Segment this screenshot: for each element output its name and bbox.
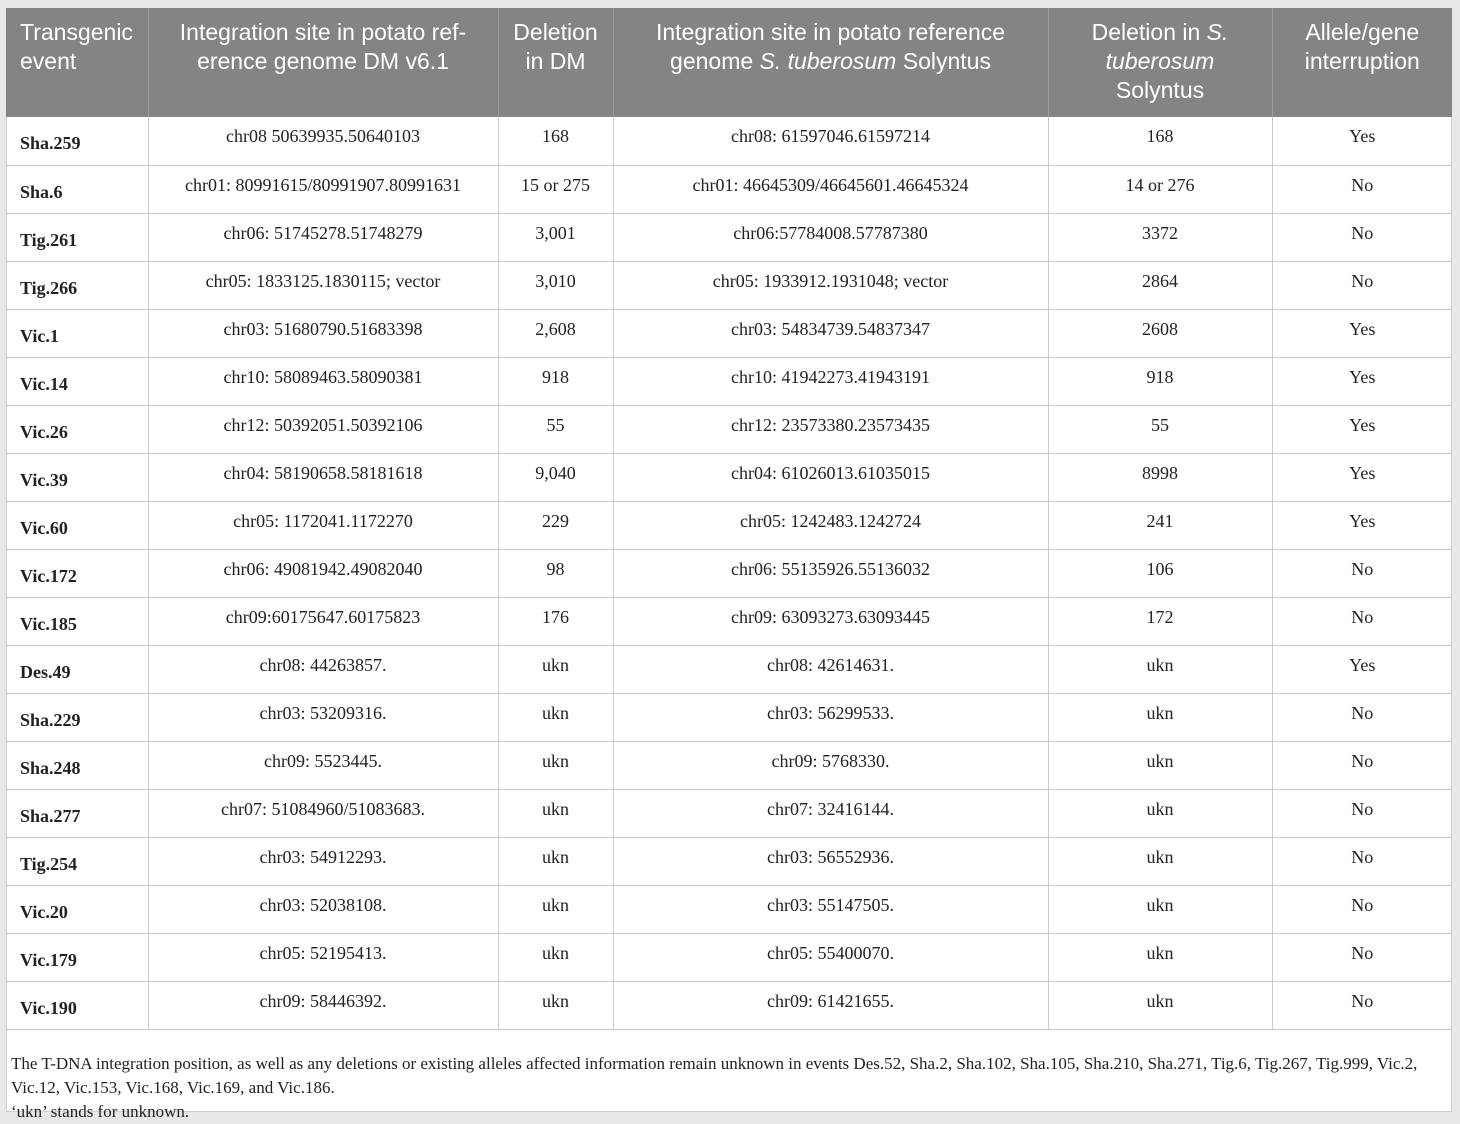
- cell-solyntus-deletion: 106: [1048, 549, 1272, 597]
- cell-allele-interruption: No: [1272, 789, 1452, 837]
- header-solyntus-deletion: [1048, 8, 1272, 117]
- footnote-unknown-events: The T-DNA integration position, as well as any deletions or existing alleles affected information remain unknown in events Des.52, Sha.2, Sha.102, Sha.105, Sha.210, Sha.271, Tig.6, Tig.267, Tig.999, Vic.2, Vic.12, Vic.153, Vic.168, Vic.169, and Vic.186.: [11, 1054, 1418, 1097]
- cell-dm-integration-site: chr05: 1833125.1830115; vector: [148, 261, 498, 309]
- cell-event: Tig.266: [6, 261, 148, 309]
- cell-event: Vic.172: [6, 549, 148, 597]
- cell-dm-integration-site: chr03: 53209316.: [148, 693, 498, 741]
- cell-solyntus-deletion: ukn: [1048, 741, 1272, 789]
- cell-allele-interruption: No: [1272, 165, 1452, 213]
- table-row: [6, 453, 1452, 501]
- cell-solyntus-deletion: 168: [1048, 117, 1272, 165]
- cell-dm-deletion: 229: [498, 501, 613, 549]
- cell-dm-integration-site: chr09: 58446392.: [148, 981, 498, 1029]
- cell-dm-deletion: ukn: [498, 789, 613, 837]
- header-solyntus-site-species: S. tuberosum: [759, 48, 897, 74]
- cell-dm-deletion: 176: [498, 597, 613, 645]
- cell-dm-deletion: 3,010: [498, 261, 613, 309]
- cell-solyntus-deletion: ukn: [1048, 837, 1272, 885]
- cell-event: Sha.248: [6, 741, 148, 789]
- cell-solyntus-integration-site: chr05: 1933912.1931048; vector: [613, 261, 1048, 309]
- table-row: [6, 261, 1452, 309]
- table-row: [6, 405, 1452, 453]
- cell-dm-deletion: 2,608: [498, 309, 613, 357]
- cell-dm-deletion: ukn: [498, 885, 613, 933]
- table-container: [6, 8, 1452, 1121]
- cell-solyntus-integration-site: chr10: 41942273.41943191: [613, 357, 1048, 405]
- table-body: [6, 117, 1452, 1029]
- transgenic-events-table: [6, 8, 1452, 1030]
- cell-dm-deletion: ukn: [498, 933, 613, 981]
- cell-dm-deletion: ukn: [498, 837, 613, 885]
- cell-solyntus-integration-site: chr04: 61026013.61035015: [613, 453, 1048, 501]
- cell-solyntus-integration-site: chr06: 55135926.55136032: [613, 549, 1048, 597]
- cell-dm-integration-site: chr08 50639935.50640103: [148, 117, 498, 165]
- cell-dm-integration-site: chr06: 49081942.49082040: [148, 549, 498, 597]
- cell-event: Vic.14: [6, 357, 148, 405]
- cell-solyntus-integration-site: chr06:57784008.57787380: [613, 213, 1048, 261]
- cell-event: Tig.261: [6, 213, 148, 261]
- cell-solyntus-deletion: 172: [1048, 597, 1272, 645]
- cell-solyntus-integration-site: chr01: 46645309/46645601.46645324: [613, 165, 1048, 213]
- cell-event: Des.49: [6, 645, 148, 693]
- table-row: [6, 501, 1452, 549]
- header-solyntus-del-suffix: Solyntus: [1115, 77, 1205, 103]
- cell-dm-integration-site: chr09: 5523445.: [148, 741, 498, 789]
- cell-dm-integration-site: chr08: 44263857.: [148, 645, 498, 693]
- header-solyntus-site-text: Integration site in potato reference genome: [655, 19, 1006, 74]
- cell-event: Vic.60: [6, 501, 148, 549]
- cell-dm-integration-site: chr01: 80991615/80991907.80991631: [148, 165, 498, 213]
- table-row: [6, 645, 1452, 693]
- cell-event: Sha.277: [6, 789, 148, 837]
- cell-solyntus-integration-site: chr09: 63093273.63093445: [613, 597, 1048, 645]
- cell-solyntus-deletion: 241: [1048, 501, 1272, 549]
- header-allele-interruption: Allele/gene interruption: [1272, 8, 1452, 117]
- cell-dm-integration-site: chr07: 51084960/51083683.: [148, 789, 498, 837]
- cell-solyntus-integration-site: chr05: 55400070.: [613, 933, 1048, 981]
- cell-allele-interruption: No: [1272, 933, 1452, 981]
- cell-solyntus-deletion: 8998: [1048, 453, 1272, 501]
- cell-event: Sha.6: [6, 165, 148, 213]
- cell-dm-integration-site: chr05: 52195413.: [148, 933, 498, 981]
- cell-event: Vic.39: [6, 453, 148, 501]
- header-solyntus-site-suffix: Solyntus: [896, 48, 991, 74]
- cell-event: Sha.229: [6, 693, 148, 741]
- cell-solyntus-deletion: ukn: [1048, 789, 1272, 837]
- table-row: [6, 933, 1452, 981]
- cell-event: Tig.254: [6, 837, 148, 885]
- table-row: [6, 789, 1452, 837]
- cell-solyntus-integration-site: chr03: 55147505.: [613, 885, 1048, 933]
- header-transgenic-event: Transgenic event: [6, 8, 148, 117]
- cell-allele-interruption: Yes: [1272, 309, 1452, 357]
- table-row: [6, 165, 1452, 213]
- cell-event: Vic.185: [6, 597, 148, 645]
- table-row: [6, 309, 1452, 357]
- cell-dm-deletion: 15 or 275: [498, 165, 613, 213]
- cell-allele-interruption: No: [1272, 885, 1452, 933]
- cell-solyntus-deletion: ukn: [1048, 693, 1272, 741]
- cell-dm-integration-site: chr06: 51745278.51748279: [148, 213, 498, 261]
- table-row: [6, 885, 1452, 933]
- cell-dm-integration-site: chr05: 1172041.1172270: [148, 501, 498, 549]
- cell-solyntus-deletion: 55: [1048, 405, 1272, 453]
- cell-solyntus-deletion: ukn: [1048, 933, 1272, 981]
- cell-solyntus-integration-site: chr05: 1242483.1242724: [613, 501, 1048, 549]
- cell-dm-deletion: ukn: [498, 693, 613, 741]
- cell-allele-interruption: Yes: [1272, 117, 1452, 165]
- cell-solyntus-integration-site: chr09: 61421655.: [613, 981, 1048, 1029]
- cell-dm-deletion: 9,040: [498, 453, 613, 501]
- cell-event: Vic.1: [6, 309, 148, 357]
- cell-event: Vic.26: [6, 405, 148, 453]
- cell-dm-deletion: ukn: [498, 741, 613, 789]
- cell-dm-integration-site: chr04: 58190658.58181618: [148, 453, 498, 501]
- cell-event: Sha.259: [6, 117, 148, 165]
- cell-dm-deletion: 168: [498, 117, 613, 165]
- cell-solyntus-deletion: ukn: [1048, 885, 1272, 933]
- cell-dm-deletion: ukn: [498, 981, 613, 1029]
- cell-dm-integration-site: chr09:60175647.60175823: [148, 597, 498, 645]
- header-solyntus-del-text: Deletion in: [1091, 19, 1207, 45]
- cell-solyntus-integration-site: chr09: 5768330.: [613, 741, 1048, 789]
- table-row: [6, 741, 1452, 789]
- header-dm-integration-site: Integration site in potato ref-erence genome DM v6.1: [148, 8, 498, 117]
- table-row: [6, 117, 1452, 165]
- cell-dm-integration-site: chr10: 58089463.58090381: [148, 357, 498, 405]
- cell-allele-interruption: No: [1272, 213, 1452, 261]
- cell-solyntus-integration-site: chr12: 23573380.23573435: [613, 405, 1048, 453]
- table-header: [6, 8, 1452, 117]
- cell-solyntus-integration-site: chr08: 42614631.: [613, 645, 1048, 693]
- table-row: [6, 357, 1452, 405]
- cell-dm-deletion: ukn: [498, 645, 613, 693]
- header-solyntus-del-species: S. tuberosum: [1105, 19, 1229, 74]
- cell-solyntus-integration-site: chr03: 56552936.: [613, 837, 1048, 885]
- cell-allele-interruption: Yes: [1272, 453, 1452, 501]
- table-row: [6, 837, 1452, 885]
- table-row: [6, 597, 1452, 645]
- table-row: [6, 213, 1452, 261]
- footnote-ukn-definition: ‘ukn’ stands for unknown.: [11, 1102, 190, 1121]
- cell-solyntus-deletion: 14 or 276: [1048, 165, 1272, 213]
- cell-dm-deletion: 918: [498, 357, 613, 405]
- cell-allele-interruption: No: [1272, 549, 1452, 597]
- cell-dm-deletion: 55: [498, 405, 613, 453]
- cell-allele-interruption: Yes: [1272, 501, 1452, 549]
- cell-allele-interruption: No: [1272, 741, 1452, 789]
- cell-solyntus-integration-site: chr08: 61597046.61597214: [613, 117, 1048, 165]
- header-solyntus-integration-site: [613, 8, 1048, 117]
- cell-solyntus-deletion: 3372: [1048, 213, 1272, 261]
- cell-event: Vic.20: [6, 885, 148, 933]
- cell-dm-deletion: 3,001: [498, 213, 613, 261]
- cell-dm-integration-site: chr03: 51680790.51683398: [148, 309, 498, 357]
- table-footnote: [7, 1046, 1453, 1124]
- cell-allele-interruption: Yes: [1272, 405, 1452, 453]
- cell-allele-interruption: Yes: [1272, 645, 1452, 693]
- cell-allele-interruption: No: [1272, 693, 1452, 741]
- cell-solyntus-deletion: ukn: [1048, 645, 1272, 693]
- header-dm-deletion: Deletion in DM: [498, 8, 613, 117]
- cell-dm-integration-site: chr03: 54912293.: [148, 837, 498, 885]
- table-row: [6, 693, 1452, 741]
- cell-allele-interruption: No: [1272, 597, 1452, 645]
- cell-solyntus-integration-site: chr07: 32416144.: [613, 789, 1048, 837]
- table-row: [6, 549, 1452, 597]
- cell-allele-interruption: No: [1272, 981, 1452, 1029]
- cell-solyntus-deletion: 918: [1048, 357, 1272, 405]
- cell-solyntus-deletion: ukn: [1048, 981, 1272, 1029]
- cell-solyntus-deletion: 2864: [1048, 261, 1272, 309]
- cell-event: Vic.190: [6, 981, 148, 1029]
- cell-event: Vic.179: [6, 933, 148, 981]
- cell-solyntus-integration-site: chr03: 56299533.: [613, 693, 1048, 741]
- cell-dm-integration-site: chr03: 52038108.: [148, 885, 498, 933]
- table-row: [6, 981, 1452, 1029]
- cell-solyntus-deletion: 2608: [1048, 309, 1272, 357]
- cell-allele-interruption: Yes: [1272, 357, 1452, 405]
- cell-dm-integration-site: chr12: 50392051.50392106: [148, 405, 498, 453]
- cell-allele-interruption: No: [1272, 837, 1452, 885]
- cell-dm-deletion: 98: [498, 549, 613, 597]
- cell-solyntus-integration-site: chr03: 54834739.54837347: [613, 309, 1048, 357]
- cell-allele-interruption: No: [1272, 261, 1452, 309]
